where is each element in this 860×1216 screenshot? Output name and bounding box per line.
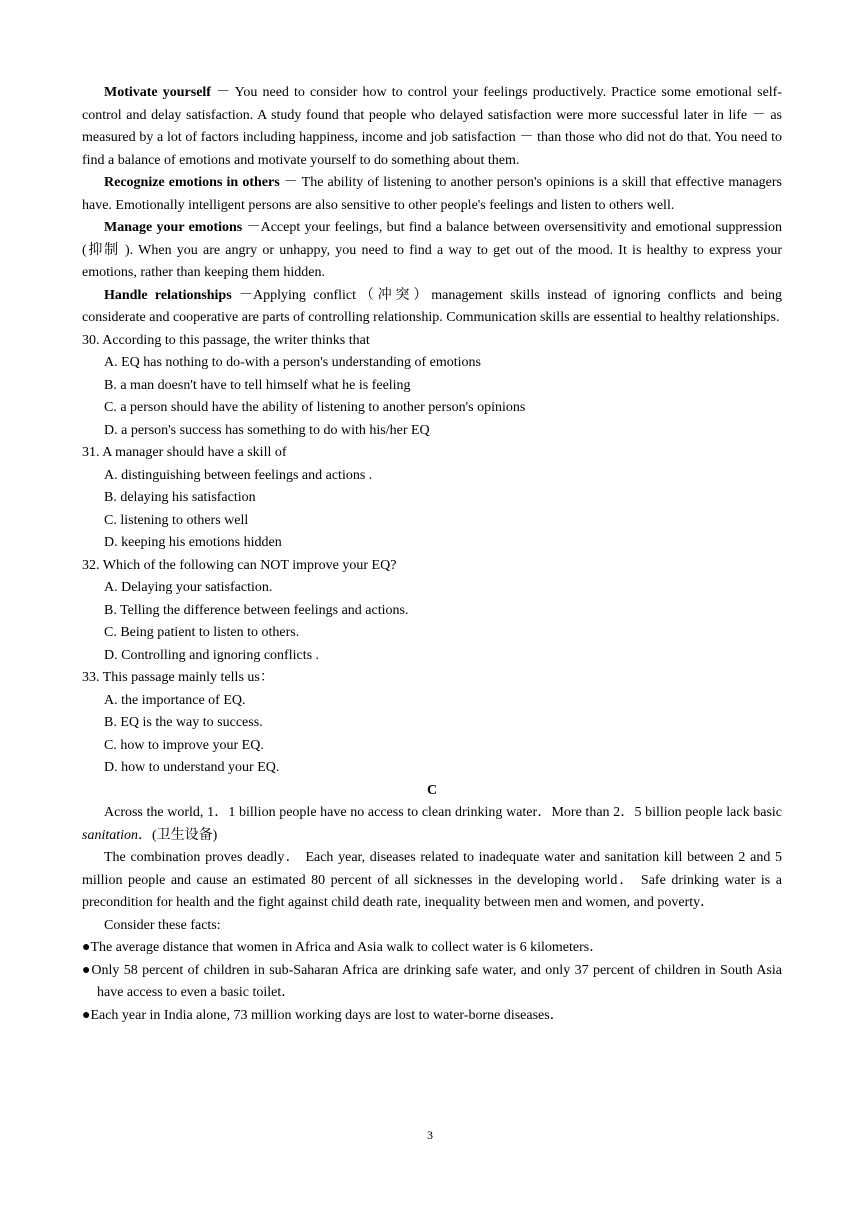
heading-motivate: Motivate yourself (104, 85, 211, 100)
question-32 (82, 555, 782, 668)
question-31 (82, 442, 782, 555)
paragraph-body: －Applying conflict（冲突）management skills instead of ignoring conflicts and being considerate and cooperative are parts of controlling relationship. Communication skills are essential to healthy relationships. (82, 287, 782, 325)
option-b: B. Telling the difference between feelings and actions. (104, 602, 409, 618)
paragraph-manage (82, 217, 782, 285)
option-d: D. how to understand your EQ. (104, 760, 280, 775)
option-c: C. how to improve your EQ. (104, 737, 264, 753)
question-stem: 31. A manager should have a skill of (82, 445, 287, 460)
option-d: D. a person's success has something to do with his/her EQ (104, 422, 430, 438)
question-stem: 33. This passage mainly tells us： (82, 670, 274, 685)
option-c: C. a person should have the ability of listening to another person's opinions (104, 400, 526, 415)
italic-term: sanitation (82, 827, 139, 843)
heading-manage: Manage your emotions (104, 220, 243, 235)
option-a: A. distinguishing between feelings and actions . (104, 467, 373, 483)
option-c: C. Being patient to listen to others. (104, 625, 300, 640)
option-c: C. listening to others well (104, 512, 249, 528)
option-b: B. EQ is the way to success. (104, 715, 263, 730)
question-stem: 32. Which of the following can NOT improve your EQ? (82, 557, 397, 573)
paragraph-text: Across the world, 1．1 billion people have no access to clean drinking water．More than 2．5 billion people lack basic (104, 805, 782, 820)
question-stem: 30. According to this passage, the writer thinks that (82, 332, 370, 348)
page-number: 3 (427, 1128, 433, 1142)
paragraph-body: －Accept your feelings, but find a balance between oversensitivity and emotional suppression (抑制 ). When you are angry or unhappy, you need to find a way to get out of the mood. It is healthy to express your emotions, rather than keeping them hidden. (82, 220, 782, 280)
option-b: B. delaying his satisfaction (104, 490, 256, 505)
paragraph-recognize (82, 172, 782, 217)
heading-recognize: Recognize emotions in others (104, 175, 280, 190)
document-page (82, 82, 782, 1027)
heading-handle: Handle relationships (104, 287, 232, 303)
paragraph-body: － You need to consider how to control your feelings productively. Practice some emotional self-control and delay satisfaction. A study found that people who delayed satisfaction were more successful later in life － as measured by a lot of factors including happiness, income and job satisfaction － than those who did not do that. You need to find a balance of emotions and motivate yourself to do something about them. (82, 85, 782, 168)
section-c-paragraph-2: The combination proves deadly． Each year, diseases related to inadequate water and sanitation kill between 2 and 5 million people and cause an estimated 80 percent of all sicknesses in the developing world． Safe drinking water is a precondition for health and the fight against child death rate, inequality between men and women, and poverty． (82, 850, 782, 910)
paragraph-text: ．(卫生设备) (138, 827, 218, 843)
option-a: A. the importance of EQ. (104, 692, 246, 708)
option-d: D. keeping his emotions hidden (104, 535, 282, 550)
paragraph-motivate (82, 82, 782, 172)
section-c-paragraph-3: Consider these facts: (104, 917, 221, 933)
section-c-paragraph-1 (82, 802, 782, 847)
bullet-item: ●Only 58 percent of children in sub-Saharan Africa are drinking safe water, and only 37 percent of children in South Asia have access to even a basic toilet． (82, 962, 782, 1000)
question-30 (82, 330, 782, 443)
section-title: C (426, 782, 438, 798)
paragraph-handle (82, 285, 782, 330)
question-33 (82, 667, 782, 780)
bullet-item: ●The average distance that women in Africa and Asia walk to collect water is 6 kilometers． (82, 940, 604, 955)
option-d: D. Controlling and ignoring conflicts . (104, 647, 320, 663)
option-a: A. EQ has nothing to do-with a person's understanding of emotions (104, 355, 481, 370)
option-a: A. Delaying your satisfaction. (104, 580, 273, 595)
bullet-item: ●Each year in India alone, 73 million working days are lost to water-borne diseases． (82, 1007, 564, 1023)
paragraph-body: － The ability of listening to another person's opinions is a skill that effective managers have. Emotionally intelligent persons are also sensitive to other people's feelings and listen to others well. (82, 175, 782, 213)
option-b: B. a man doesn't have to tell himself what he is feeling (104, 377, 411, 393)
